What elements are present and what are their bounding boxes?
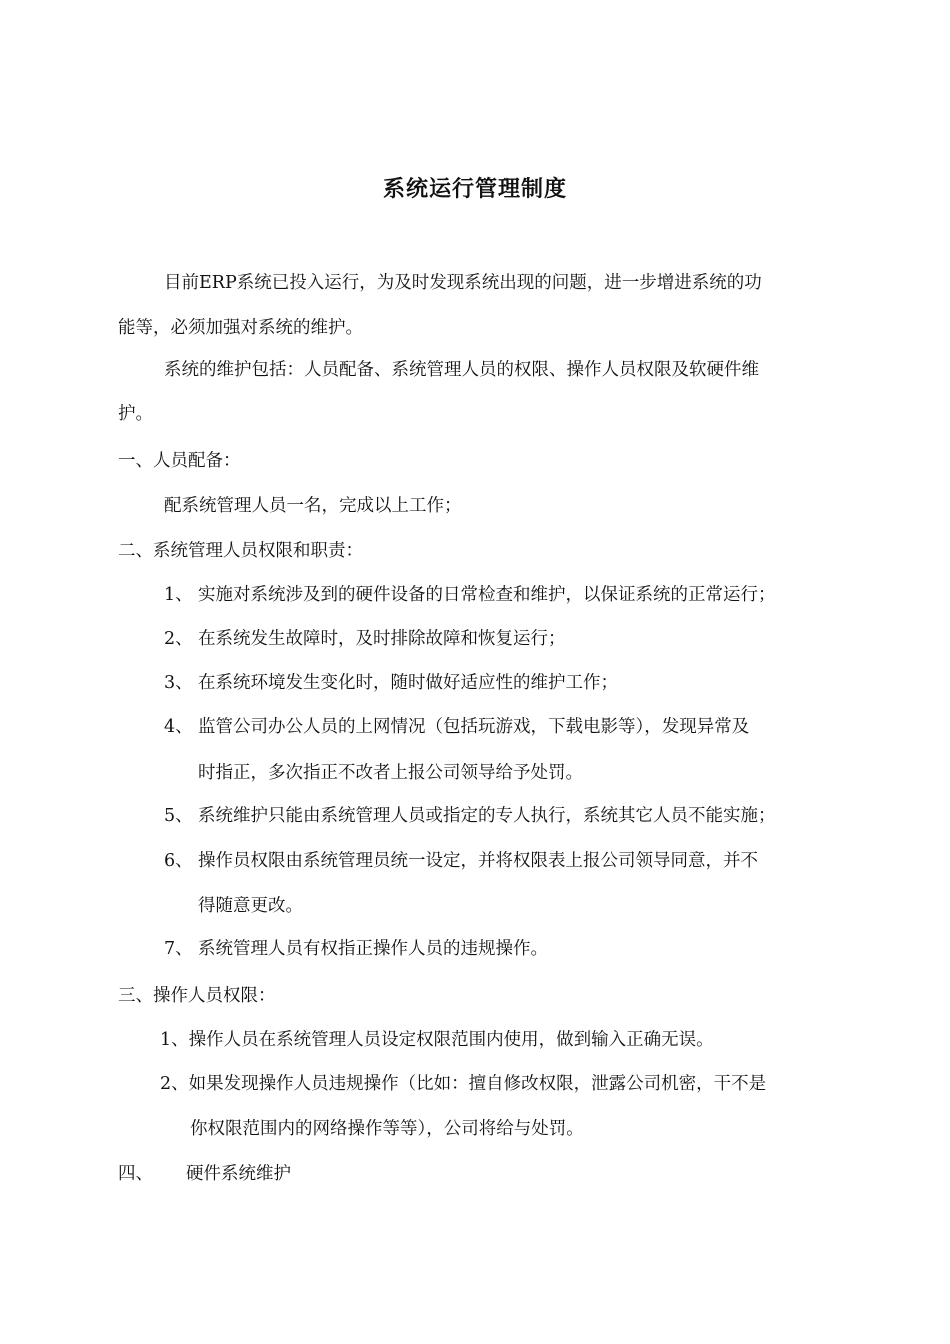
section-title: 硬件系统维护 — [186, 1164, 291, 1184]
list-item-text: 系统维护只能由系统管理人员或指定的专人执行，系统其它人员不能实施； — [198, 806, 776, 826]
document-title: 系统运行管理制度 — [382, 176, 567, 202]
intro-paragraph-2-line-2: 护。 — [118, 404, 153, 424]
section-2-item-7 — [164, 937, 548, 961]
section-2-item-6-line-2: 得随意更改。 — [198, 896, 303, 916]
section-2-item-1 — [164, 583, 776, 607]
intro-paragraph-2-line-1: 系统的维护包括：人员配备、系统管理人员的权限、操作人员权限及软硬件维 — [164, 360, 759, 380]
section-2-item-4 — [164, 715, 749, 739]
list-number: 4、 — [164, 717, 193, 737]
list-item-text: 操作员权限由系统管理员统一设定，并将权限表上报公司领导同意，并不 — [198, 851, 758, 871]
section-2-item-5 — [164, 804, 776, 828]
intro-paragraph-1-line-1: 目前ERP系统已投入运行，为及时发现系统出现的问题，进一步增进系统的功 — [164, 273, 762, 293]
list-item-text: 在系统环境发生变化时，随时做好适应性的维护工作； — [198, 673, 618, 693]
section-3-heading: 三、操作人员权限： — [118, 986, 276, 1006]
section-3-item-2-line-2: 你权限范围内的网络操作等等），公司将给与处罚。 — [190, 1119, 584, 1139]
section-number: 四、 — [118, 1164, 153, 1184]
section-1-body: 配系统管理人员一名，完成以上工作； — [164, 496, 462, 516]
list-item-text: 实施对系统涉及到的硬件设备的日常检查和维护，以保证系统的正常运行； — [198, 585, 776, 605]
list-number: 6、 — [164, 851, 193, 871]
list-item-text: 监管公司办公人员的上网情况（包括玩游戏，下载电影等），发现异常及 — [198, 717, 750, 737]
section-2-item-2 — [164, 627, 566, 651]
list-item-text: 系统管理人员有权指正操作人员的违规操作。 — [198, 939, 548, 959]
section-1-heading: 一、人员配备： — [118, 451, 241, 471]
section-2-item-4-line-2: 时指正，多次指正不改者上报公司领导给予处罚。 — [198, 763, 583, 783]
section-4-heading — [118, 1162, 291, 1186]
list-number: 7、 — [164, 939, 193, 959]
list-item-text: 在系统发生故障时，及时排除故障和恢复运行； — [198, 629, 566, 649]
section-2-heading: 二、系统管理人员权限和职责： — [118, 541, 363, 561]
section-2-item-6 — [164, 849, 758, 873]
section-2-item-3 — [164, 671, 618, 695]
section-3-item-2: 2、如果发现操作人员违规操作（比如：擅自修改权限，泄露公司机密，干不是 — [160, 1074, 767, 1094]
list-number: 5、 — [164, 806, 193, 826]
intro-paragraph-1-line-2: 能等，必须加强对系统的维护。 — [118, 318, 363, 338]
section-3-item-1: 1、操作人员在系统管理人员设定权限范围内使用，做到输入正确无误。 — [160, 1030, 714, 1050]
list-number: 1、 — [164, 585, 193, 605]
list-number: 3、 — [164, 673, 193, 693]
list-number: 2、 — [164, 629, 193, 649]
